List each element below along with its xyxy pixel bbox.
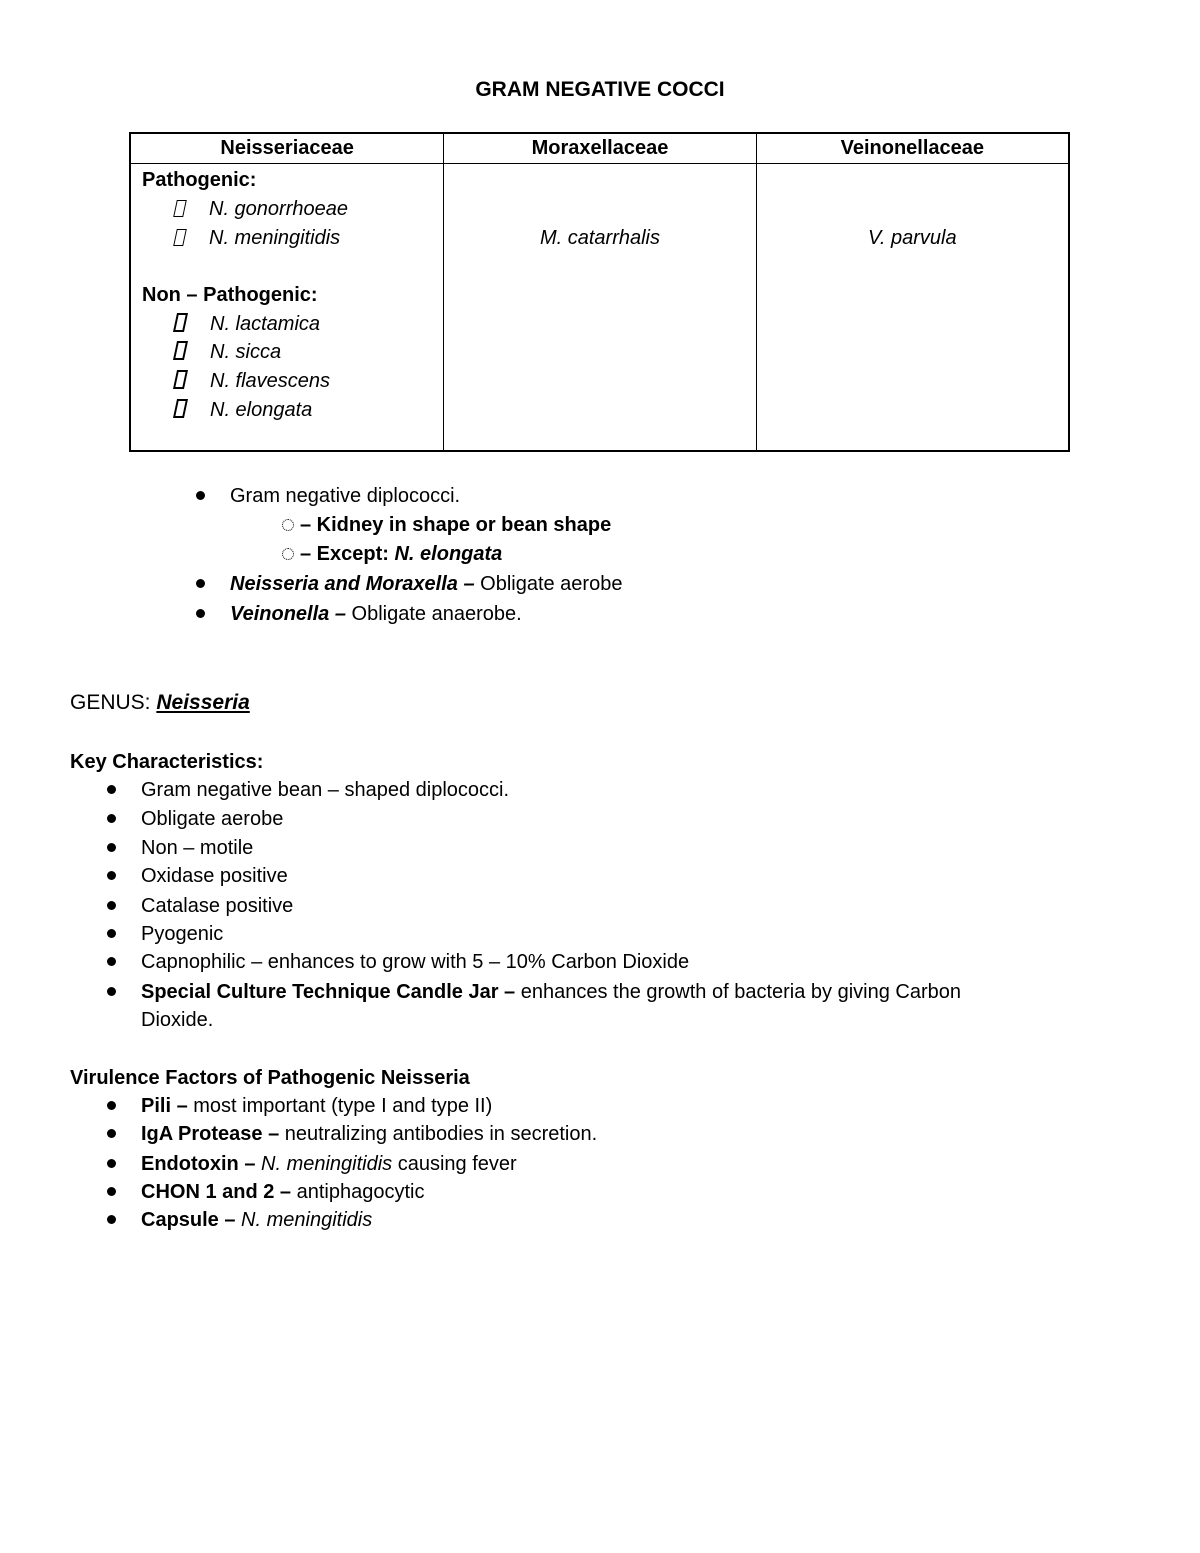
bullet-glyph-icon: [173, 370, 188, 389]
moraxellaceae-cell: [444, 164, 756, 452]
characteristic-item: Catalase positive: [141, 895, 294, 917]
family-table: [129, 132, 1070, 452]
virulence-item: IgA Protease – neutralizing antibodies in secretion.: [141, 1123, 598, 1145]
species-item: N. lactamica: [175, 310, 320, 338]
bullet-icon: [107, 957, 116, 966]
moraxellaceae-species: M. catarrhalis: [539, 227, 660, 249]
bullet-icon: [107, 987, 116, 996]
bullet-icon: [107, 901, 116, 910]
overview-item: Veinonella – Obligate anaerobe.: [230, 603, 522, 625]
bullet-icon: [107, 1187, 116, 1196]
species-item: N. meningitidis: [175, 224, 340, 252]
characteristic-item: Pyogenic: [141, 923, 224, 945]
overview-subitem: – Except: N. elongata: [282, 540, 502, 569]
bullet-icon: [107, 1215, 116, 1224]
veinonellaceae-cell: [756, 164, 1069, 452]
page-title: GRAM NEGATIVE COCCI: [475, 78, 725, 101]
characteristic-item: Gram negative bean – shaped diplococci.: [141, 779, 510, 801]
characteristic-item: Special Culture Technique Candle Jar – enhances the growth of bacteria by giving Carbon: [141, 981, 962, 1003]
bullet-icon: [107, 785, 116, 794]
virulence-item: CHON 1 and 2 – antiphagocytic: [141, 1181, 425, 1203]
characteristic-item: Obligate aerobe: [141, 808, 284, 830]
bullet-icon: [107, 1101, 116, 1110]
veinonellaceae-species: V. parvula: [868, 227, 957, 249]
overview-item: Gram negative diplococci.: [230, 485, 461, 507]
overview-subitem: – Kidney in shape or bean shape: [282, 511, 611, 540]
neisseriaceae-cell: [130, 164, 444, 452]
bullet-glyph-icon: [173, 313, 188, 332]
bullet-icon: [196, 579, 205, 588]
bullet-glyph-icon: [173, 229, 187, 246]
virulence-item: Capsule – N. meningitidis: [141, 1209, 373, 1231]
bullet-icon: [196, 609, 205, 618]
bullet-icon: [107, 814, 116, 823]
sub-bullet-icon: [282, 519, 294, 531]
bullet-glyph-icon: [173, 399, 188, 418]
header-veinonellaceae: Veinonellaceae: [756, 133, 1069, 164]
overview-item: Neisseria and Moraxella – Obligate aerobe: [230, 573, 623, 595]
species-item: N. sicca: [175, 338, 281, 366]
species-item: N. flavescens: [175, 367, 330, 395]
bullet-icon: [107, 1129, 116, 1138]
bullet-icon: [107, 1159, 116, 1168]
pathogenic-label: Pathogenic:: [142, 169, 257, 191]
virulence-item: Endotoxin – N. meningitidis causing fever: [141, 1153, 517, 1175]
bullet-glyph-icon: [173, 200, 187, 217]
bullet-glyph-icon: [173, 341, 188, 360]
virulence-heading: Virulence Factors of Pathogenic Neisseria: [70, 1067, 470, 1089]
header-neisseriaceae: Neisseriaceae: [130, 133, 444, 164]
characteristic-item-continuation: Dioxide.: [141, 1009, 214, 1031]
characteristic-item: Capnophilic – enhances to grow with 5 – 10% Carbon Dioxide: [141, 951, 690, 973]
bullet-icon: [107, 929, 116, 938]
characteristic-item: Oxidase positive: [141, 865, 288, 887]
bullet-icon: [196, 491, 205, 500]
header-moraxellaceae: Moraxellaceae: [444, 133, 756, 164]
genus-heading: GENUS: Neisseria: [70, 691, 250, 714]
non-pathogenic-label: Non – Pathogenic:: [142, 284, 318, 306]
bullet-icon: [107, 871, 116, 880]
species-item: N. elongata: [175, 396, 312, 424]
species-item: N. gonorrhoeae: [175, 195, 348, 223]
virulence-item: Pili – most important (type I and type II): [141, 1095, 493, 1117]
sub-bullet-icon: [282, 548, 294, 560]
bullet-icon: [107, 843, 116, 852]
characteristic-item: Non – motile: [141, 837, 254, 859]
key-characteristics-heading: Key Characteristics:: [70, 751, 264, 773]
